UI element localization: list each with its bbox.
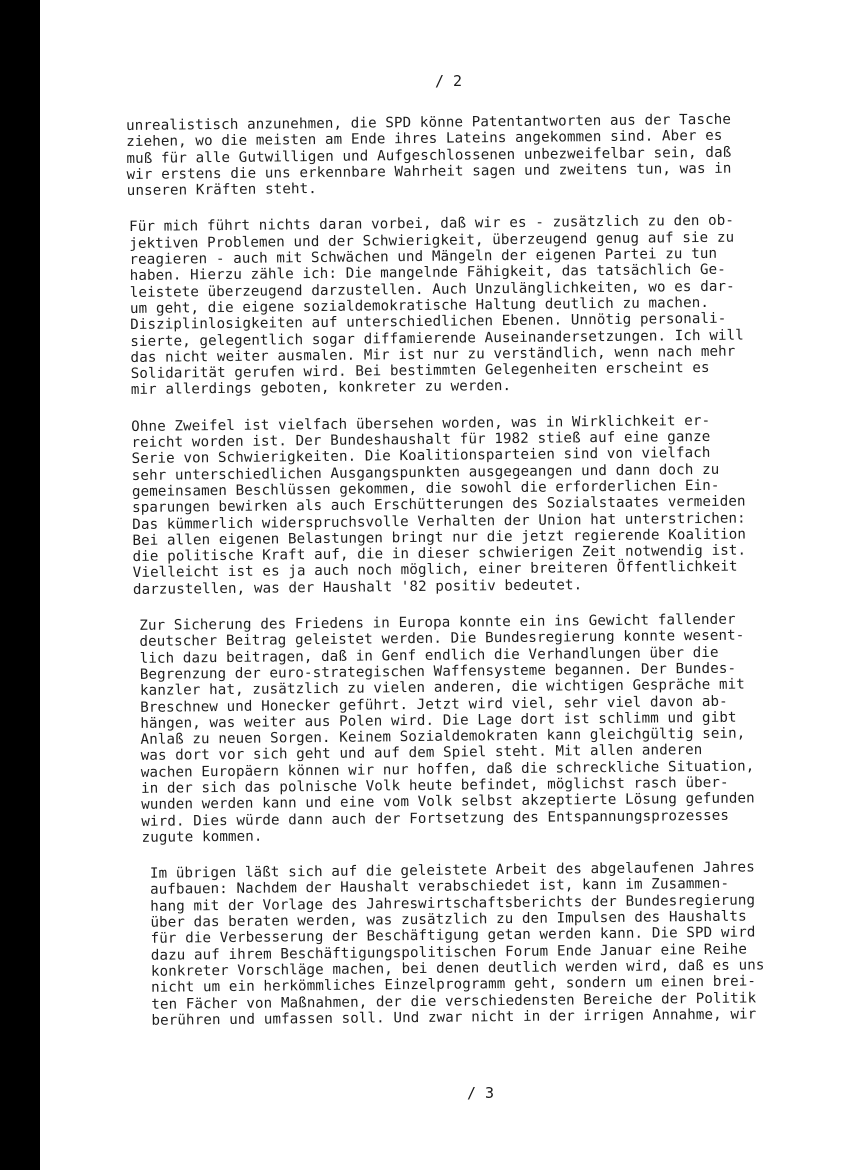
paragraph	[126, 111, 817, 200]
text-line: hang mit der Vorlage des Jahreswirtschaftsberichts der Bundesregierung	[150, 892, 756, 915]
document-page	[40, 0, 864, 1170]
document-body	[126, 111, 826, 1049]
text-line: Für mich führt nichts daran vorbei, daß wir es - zusätzlich zu den ob-	[129, 213, 735, 236]
text-line: was dort vor sich geht und auf dem Spiel steht. Mit allen anderen	[140, 742, 703, 765]
text-line: Ohne Zweifel ist vielfach übersehen worden, was in Wirklichkeit er-	[131, 412, 711, 435]
text-line: mir allerdings geboten, konkreter zu werden.	[130, 378, 512, 399]
paragraph	[150, 859, 826, 1029]
text-line: reicht worden ist. Der Bundeshaushalt für 1982 stieß auf eine ganze	[131, 428, 711, 452]
text-line: konkreter Vorschläge machen, bei denen deutlich werden wird, daß es uns	[150, 957, 765, 980]
text-line: um geht, die eigene sozialdemokratische Haltung deutlich zu machen.	[129, 294, 710, 317]
paragraph	[131, 412, 821, 598]
text-line: ziehen, wo die meisten am Ende ihres Lateins angekommen sind. Aber es	[126, 128, 723, 151]
text-line: darzustellen, was der Haushalt '82 positiv bedeutet.	[132, 576, 583, 598]
text-line: jektiven Problemen und der Schwierigkeit, überzeugend genug auf sie zu	[129, 229, 735, 252]
text-line: aufbauen: Nachdem der Haushalt verabschiedet ist, kann im Zusammen-	[150, 876, 730, 899]
text-line: Vielleicht ist es ja auch noch möglich, einer breiteren Öffentlichkeit	[132, 559, 738, 582]
text-line: über das beraten werden, was zusätzlich zu den Impulsen des Haushalts	[150, 908, 747, 931]
paragraph	[129, 212, 819, 398]
text-line: reagieren - auch mit Schwächen und Mängeln der eigenen Partei zu tun	[129, 245, 718, 269]
text-line: gemeinsamen Beschlüssen gekommen, die sowohl die erforderlichen Ein-	[131, 477, 720, 500]
text-line: Breschnew und Honecker geführt. Jetzt wird viel, sehr viel davon ab-	[140, 693, 728, 716]
text-line: deutscher Beitrag geleistet werden. Die Bundesregierung konnte wesent-	[139, 627, 745, 651]
text-line: hängen, was weiter aus Polen wird. Die Lage dort ist schlimm und gibt	[140, 709, 737, 732]
text-line: wachen Europäern können wir nur hoffen, daß die schreckliche Situation,	[140, 758, 755, 781]
page-number-top: / 2	[435, 72, 463, 90]
text-line: Zur Sicherung des Friedens in Europa konnte ein ins Gewicht fallender	[139, 611, 736, 634]
text-line: muß für alle Gutwilligen und Aufgeschlossenen unbezweifelbar sein, daß	[126, 144, 732, 167]
text-line: sehr unterschiedlichen Ausgangspunkten ausgegeangen und dann doch zu	[131, 461, 720, 484]
text-line: lich dazu beitragen, daß in Genf endlich die Verhandlungen über die	[139, 644, 719, 667]
text-line: in der sich das polnische Volk heute befindet, möglichst rasch über-	[140, 774, 729, 797]
text-line: wunden werden kann und eine vom Volk selbst akzeptierte Lösung gefunden	[141, 790, 755, 814]
paragraph	[139, 611, 823, 846]
text-line: sparungen bewirken als auch Erschütterungen des Sozialstaates vermeiden	[132, 493, 746, 517]
text-line: ten Fächer von Maßnahmen, der die verschiedensten Bereiche der Politik	[151, 989, 757, 1013]
text-line: die politische Kraft auf, die in dieser schwierigen Zeit notwendig ist.	[132, 542, 747, 566]
page-number-bottom: / 3	[467, 1084, 495, 1102]
text-line: Solidarität gerufen wird. Bei bestimmten Gelegenheiten erscheint es	[130, 360, 710, 383]
text-line: das nicht weiter ausmalen. Mir ist nur zu verständlich, wenn nach mehr	[130, 343, 736, 366]
text-line: unseren Kräften steht.	[126, 181, 317, 200]
text-line: haben. Hierzu zähle ich: Die mangelnde Fähigkeit, das tatsächlich Ge-	[129, 262, 726, 285]
text-line: Begrenzung der euro-strategischen Waffensysteme begannen. Der Bundes-	[139, 660, 737, 683]
text-line: Serie von Schwierigkeiten. Die Koalitionsparteien sind von vielfach	[131, 445, 711, 468]
text-line: leistete überzeugend darzustellen. Auch Unzulänglichkeiten, wo es dar-	[129, 278, 735, 301]
text-line: unrealistisch anzunehmen, die SPD könne Patentantworten aus der Tasche	[126, 111, 732, 134]
text-line: Disziplinlosigkeiten auf unterschiedlichen Ebenen. Unnötig personali-	[130, 310, 727, 334]
text-line: wird. Dies würde dann auch der Fortsetzung des Entspannungsprozesses	[141, 807, 730, 830]
text-line: Anlaß zu neuen Sorgen. Keinem Sozialdemokraten kann gleichgültig sein,	[140, 725, 746, 748]
text-line: sierte, gelegentlich sogar diffamierende Auseinandersetzungen. Ich will	[130, 327, 744, 350]
text-line: nicht um ein herkömmliches Einzelprogramm geht, sondern um einen brei-	[151, 973, 757, 997]
text-line: kanzler hat, zusätzlich zu vielen anderen, die wichtigen Gespräche mit	[139, 676, 745, 700]
text-line: Das kümmerlich widerspruchsvolle Verhalten der Union hat unterstrichen:	[132, 510, 746, 533]
text-line: Bei allen eigenen Belastungen bringt nur die jetzt regierende Koalition	[132, 526, 747, 549]
text-line: wir erstens die uns erkennbare Wahrheit sagen und zweitens tun, was in	[126, 160, 732, 183]
text-line: berühren und umfassen soll. Und zwar nicht in der irrigen Annahme, wir	[151, 1006, 757, 1029]
text-line: dazu auf ihrem Beschäftigungspolitischen Forum Ende Januar eine Reihe	[150, 941, 748, 964]
text-line: Im übrigen läßt sich auf die geleistete Arbeit des abgelaufenen Jahres	[149, 859, 755, 882]
text-line: zugute kommen.	[141, 828, 263, 846]
text-line: für die Verbesserung der Beschäftigung getan werden kann. Die SPD wird	[150, 924, 756, 948]
